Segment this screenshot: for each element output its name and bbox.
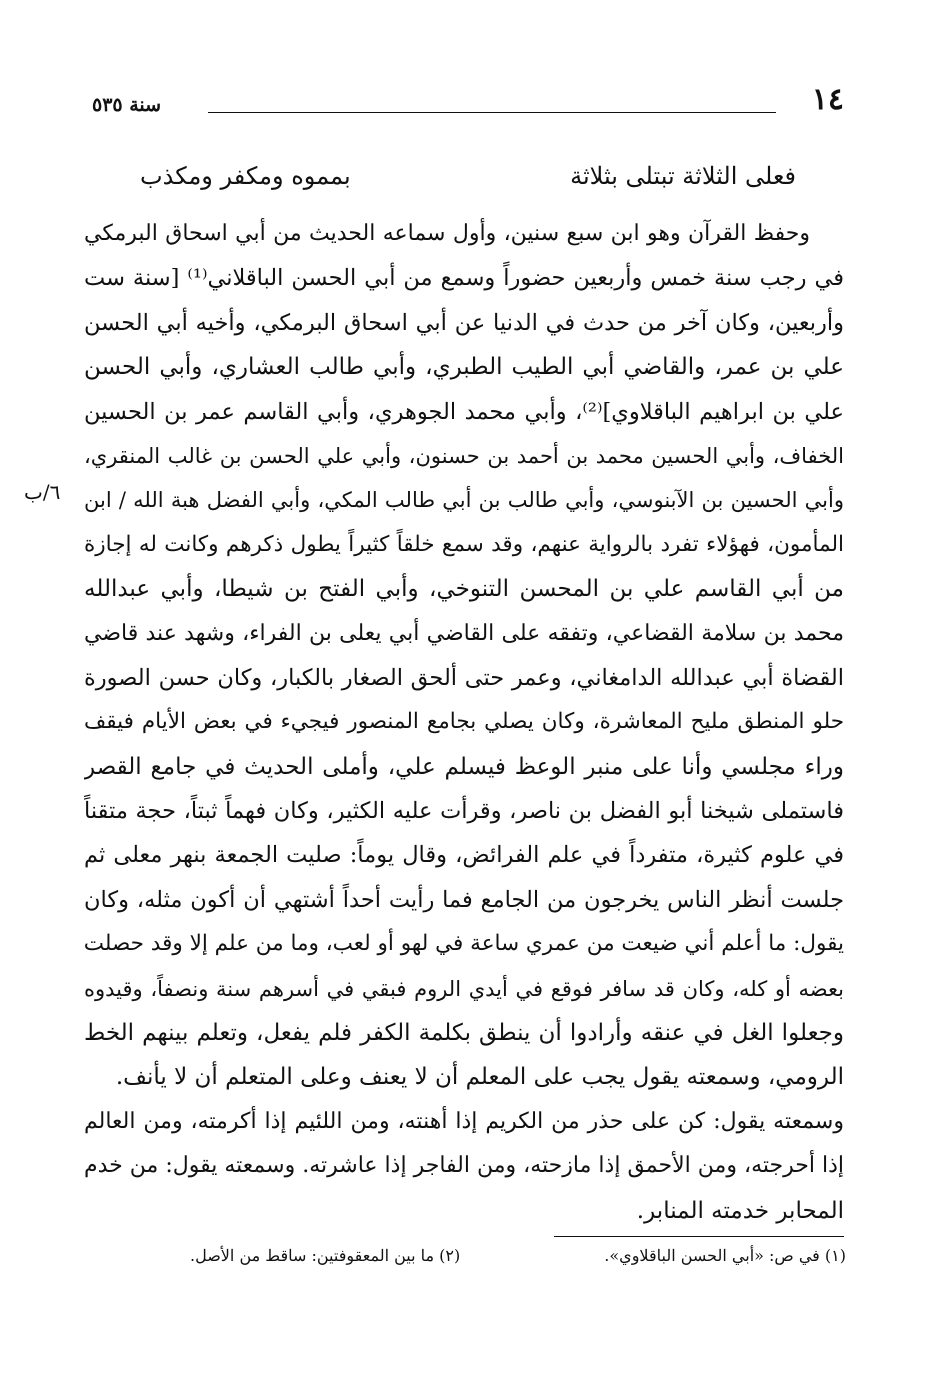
body-line: وأبي الحسين بن الآبنوسي، وأبي طالب بن أبي طالب المكي، وأبي الفضل هبة الله / ابن [84, 488, 844, 513]
body-line: جلست أنظر الناس يخرجون من الجامع فما رأيت أحداً أشتهي أن أكون مثله، وكان [84, 886, 844, 913]
footnote-2: (٢) ما بين المعقوفتين: ساقط من الأصل. [190, 1246, 461, 1265]
body-line: بعضه أو كله، وكان قد سافر فوقع في أيدي الروم فبقي في أسرهم سنة ونصفاً، وقيدوه [84, 976, 844, 1001]
body-line: من أبي القاسم علي بن المحسن التنوخي، وأبي الفتح بن شيطا، وأبي عبدالله [84, 576, 844, 603]
footnotes [190, 1246, 846, 1265]
body-line: وسمعته يقول: كن على حذر من الكريم إذا أهنته، ومن اللئيم إذا أكرمته، ومن العالم [84, 1108, 844, 1134]
margin-folio-note: ٦/ب [24, 480, 61, 504]
body-line: وحفظ القرآن وهو ابن سبع سنين، وأول سماعه الحديث من أبي اسحاق البرمكي [84, 221, 810, 246]
body-line: حلو المنطق مليح المعاشرة، وكان يصلي بجامع المنصور فيجيء في بعض الأيام فيقف [84, 709, 844, 735]
body-line: القضاة أبي عبدالله الدامغاني، وعمر حتى ألحق الصغار بالكبار، وكان حسن الصورة [84, 664, 844, 691]
body-line: إذا أحرجته، ومن الأحمق إذا مازحته، ومن الفاجر إذا عاشرته. وسمعته يقول: من خدم [84, 1153, 844, 1179]
running-head: سنة ٥٣٥ [92, 94, 162, 116]
footnote-rule [554, 1236, 844, 1237]
poem-hemistich-1: فعلى الثلاثة تبتلى بثلاثة [570, 162, 796, 190]
body-line: فاستملى شيخنا أبو الفضل بن ناصر، وقرأت عليه الكثير، وكان فهماً ثبتاً، حجة متقناً [84, 798, 844, 825]
body-line: المأمون، فهؤلاء تفرد بالرواية عنهم، وقد سمع خلقاً كثيراً يطول ذكرهم وكانت له إجازة [84, 531, 844, 557]
body-line: وجعلوا الغل في عنقه وأرادوا أن ينطق بكلمة الكفر فلم يفعل، وتعلم بينهم الخط [84, 1020, 844, 1047]
body-line: في علوم كثيرة، متفرداً في علم الفرائض، وقال يوماً: صليت الجمعة بنهر معلى ثم [84, 842, 844, 869]
body-text [84, 212, 844, 1233]
footnote-1: (١) في ص: «أبي الحسن الباقلاوي». [604, 1246, 846, 1265]
poem-verse [140, 162, 796, 190]
body-line: الخفاف، وأبي الحسين محمد بن أحمد بن حسنون، وأبي علي الحسن بن غالب المنقري، [84, 443, 844, 468]
page-number: ١٤ [811, 82, 844, 117]
body-line: وراء مجلسي وأنا على منبر الوعظ فيسلم علي، وأملى الحديث في جامع القصر [84, 753, 844, 780]
header-rule [208, 112, 776, 113]
body-line: علي بن ابراهيم الباقلاوي]⁽²⁾، وأبي محمد الجوهري، وأبي القاسم عمر بن الحسين [84, 398, 844, 425]
body-line: محمد بن سلامة القضاعي، وتفقه على القاضي أبي يعلى بن الفراء، وشهد عند قاضي [84, 620, 844, 646]
body-line: الرومي، وسمعته يقول يجب على المعلم أن لا يعنف وعلى المتعلم أن لا يأنف. [115, 1064, 844, 1091]
poem-hemistich-2: بمموه ومكفر ومكذب [140, 162, 351, 190]
body-line: يقول: ما أعلم أني ضيعت من عمري ساعة في لهو أو لعب، وما من علم إلا وقد حصلت [84, 931, 844, 957]
body-line: علي بن عمر، والقاضي أبي الطيب الطبري، وأبي طالب العشاري، وأبي الحسن [84, 354, 844, 381]
body-line: المحابر خدمته المنابر. [636, 1197, 844, 1224]
body-line: في رجب سنة خمس وأربعين حضوراً وسمع من أبي الحسن الباقلاني⁽¹⁾ [سنة ست [84, 265, 844, 292]
body-line: وأربعين، وكان آخر من حدث في الدنيا عن أبي اسحاق البرمكي، وأخيه أبي الحسن [84, 309, 844, 336]
